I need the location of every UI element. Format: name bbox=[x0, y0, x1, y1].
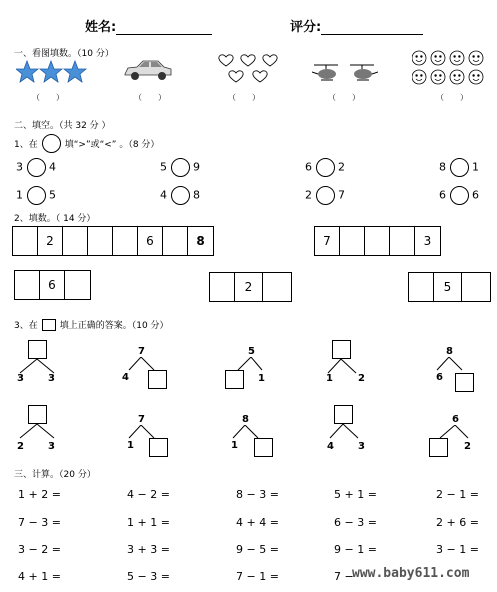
calc-item[interactable]: 5 + 1 = bbox=[334, 488, 377, 501]
smiley-icon-group bbox=[412, 50, 488, 88]
smiley-icon bbox=[412, 51, 426, 65]
smiley-icon bbox=[469, 51, 483, 65]
bond-right: 2 bbox=[358, 373, 365, 384]
bond-right-box[interactable] bbox=[149, 438, 168, 457]
sequence-cell[interactable] bbox=[113, 227, 138, 255]
smiley-icon bbox=[431, 51, 445, 65]
q2-title: 2、填数。（ 14 分） bbox=[14, 214, 96, 224]
sequence-cell[interactable]: 6 bbox=[40, 271, 65, 299]
bond-lines bbox=[14, 424, 62, 440]
heart-icon-group bbox=[216, 52, 284, 86]
q1-prefix: 1、在 bbox=[14, 140, 38, 150]
compare-item: 6 6 bbox=[439, 186, 479, 205]
sequence-cell[interactable]: 5 bbox=[434, 273, 462, 301]
compare-item: 1 5 bbox=[16, 186, 56, 205]
bond-left: 1 bbox=[231, 440, 238, 451]
bond-top-box[interactable] bbox=[28, 405, 47, 424]
heart-icon bbox=[229, 71, 243, 82]
calc-item[interactable]: 6 − 3 = bbox=[334, 516, 377, 529]
sequence-cell[interactable] bbox=[88, 227, 113, 255]
bond-right: 3 bbox=[358, 441, 365, 452]
answer-paren-car[interactable]: （ ） bbox=[134, 93, 166, 102]
bond-right: 2 bbox=[464, 441, 471, 452]
star-icon bbox=[40, 61, 62, 82]
heart-icon bbox=[263, 55, 277, 66]
calc-item[interactable]: 2 + 6 = bbox=[436, 516, 479, 529]
q1-suffix: 填“>”或“<” 。（8 分） bbox=[64, 140, 160, 150]
calc-item[interactable]: 8 − 3 = bbox=[236, 488, 279, 501]
bond-top: 6 bbox=[452, 414, 459, 425]
heart-icon bbox=[253, 71, 267, 82]
bond-top: 8 bbox=[242, 414, 249, 425]
compare-item: 6 2 bbox=[305, 158, 345, 177]
compare-circle[interactable] bbox=[27, 186, 46, 205]
sequence-cell[interactable] bbox=[63, 227, 88, 255]
sequence-cell[interactable] bbox=[365, 227, 390, 255]
answer-paren-helicopters[interactable]: （ ） bbox=[328, 93, 360, 102]
name-label: 姓名: bbox=[85, 20, 117, 35]
bond-lines bbox=[432, 357, 472, 373]
calc-item[interactable]: 9 − 5 = bbox=[236, 543, 279, 556]
helicopter-icon-group bbox=[312, 62, 378, 84]
calc-item[interactable]: 1 + 2 = bbox=[18, 488, 61, 501]
bond-left: 6 bbox=[436, 372, 443, 383]
sequence-cell[interactable]: 2 bbox=[235, 273, 263, 301]
sequence-cell[interactable] bbox=[340, 227, 365, 255]
compare-circle[interactable] bbox=[316, 186, 335, 205]
sequence-cell[interactable]: 6 bbox=[138, 227, 163, 255]
sequence-cell[interactable] bbox=[462, 273, 490, 301]
score-blank[interactable] bbox=[321, 23, 423, 35]
bond-left: 2 bbox=[17, 441, 24, 452]
section3-title: 三、计算。（20 分） bbox=[14, 470, 96, 480]
bond-top: 7 bbox=[138, 414, 145, 425]
sequence-cell[interactable] bbox=[210, 273, 235, 301]
sequence-row-1 bbox=[12, 226, 214, 256]
sequence-cell[interactable] bbox=[263, 273, 291, 301]
bond-top: 8 bbox=[446, 346, 453, 357]
compare-item: 5 9 bbox=[160, 158, 200, 177]
calc-item[interactable]: 9 − 1 = bbox=[334, 543, 377, 556]
bond-lines bbox=[322, 424, 370, 440]
smiley-icon bbox=[412, 70, 426, 84]
sequence-row-4 bbox=[209, 272, 292, 302]
q3-instruction bbox=[14, 318, 169, 331]
car-icon bbox=[122, 58, 174, 82]
bond-right: 1 bbox=[258, 373, 265, 384]
bond-left-box[interactable] bbox=[429, 438, 448, 457]
circle-symbol bbox=[42, 134, 61, 153]
smiley-icon bbox=[450, 70, 464, 84]
compare-circle[interactable] bbox=[171, 186, 190, 205]
bond-top-box[interactable] bbox=[28, 340, 47, 359]
bond-left: 4 bbox=[122, 372, 129, 383]
compare-item: 4 8 bbox=[160, 186, 200, 205]
calc-item[interactable]: 7 − 1 = bbox=[236, 570, 279, 583]
compare-item: 2 7 bbox=[305, 186, 345, 205]
calc-item[interactable]: 3 − 1 = bbox=[436, 543, 479, 556]
name-field bbox=[85, 16, 212, 35]
bond-left-box[interactable] bbox=[225, 370, 244, 389]
sequence-cell[interactable] bbox=[409, 273, 434, 301]
sequence-cell[interactable]: 3 bbox=[423, 234, 432, 248]
box-symbol bbox=[42, 319, 56, 331]
sequence-cell[interactable] bbox=[13, 227, 38, 255]
bond-top: 7 bbox=[138, 346, 145, 357]
bond-left: 3 bbox=[17, 373, 24, 384]
sequence-row-2 bbox=[314, 226, 441, 256]
smiley-icon bbox=[450, 51, 464, 65]
calc-item[interactable]: 5 − 3 = bbox=[127, 570, 170, 583]
q3-suffix: 填上正确的答案。（10 分） bbox=[59, 321, 169, 331]
sequence-row-5 bbox=[408, 272, 491, 302]
helicopter-icon bbox=[350, 65, 378, 80]
sequence-cell[interactable]: 8 bbox=[196, 234, 205, 248]
answer-paren-smileys[interactable]: （ ） bbox=[436, 93, 468, 102]
star-icon bbox=[64, 61, 86, 82]
sequence-cell[interactable] bbox=[163, 227, 188, 255]
answer-paren-stars[interactable]: （ ） bbox=[32, 93, 64, 102]
bond-right: 3 bbox=[48, 441, 55, 452]
bond-top-box[interactable] bbox=[332, 340, 351, 359]
score-label: 评分: bbox=[290, 20, 322, 35]
compare-circle[interactable] bbox=[450, 186, 469, 205]
smiley-icon bbox=[469, 70, 483, 84]
calc-item[interactable]: 4 − 2 = bbox=[127, 488, 170, 501]
name-blank[interactable] bbox=[116, 23, 212, 35]
bond-left: 1 bbox=[127, 440, 134, 451]
sequence-cell[interactable] bbox=[390, 227, 415, 255]
section1-title: 一、看图填数。（10 分） bbox=[14, 49, 114, 59]
calc-item[interactable]: 7 − bbox=[334, 570, 354, 583]
sequence-cell[interactable]: 2 bbox=[38, 227, 63, 255]
heart-icon bbox=[241, 55, 255, 66]
sequence-cell[interactable] bbox=[65, 271, 90, 299]
calc-item[interactable]: 3 + 3 = bbox=[127, 543, 170, 556]
compare-circle[interactable] bbox=[27, 158, 46, 177]
bond-left: 1 bbox=[326, 373, 333, 384]
bond-top-box[interactable] bbox=[334, 405, 353, 424]
calc-item[interactable]: 4 + 4 = bbox=[236, 516, 279, 529]
watermark-text: www.baby611.com bbox=[352, 566, 470, 581]
sequence-row-3 bbox=[14, 270, 91, 300]
bond-right-box[interactable] bbox=[455, 373, 474, 392]
compare-circle[interactable] bbox=[171, 158, 190, 177]
sequence-cell[interactable] bbox=[15, 271, 40, 299]
helicopter-icon bbox=[312, 65, 338, 80]
compare-item: 8 1 bbox=[439, 158, 479, 177]
bond-left: 4 bbox=[327, 441, 334, 452]
compare-circle[interactable] bbox=[450, 158, 469, 177]
compare-circle[interactable] bbox=[316, 158, 335, 177]
bond-right: 3 bbox=[48, 373, 55, 384]
calc-item[interactable]: 3 − 2 = bbox=[18, 543, 61, 556]
calc-item[interactable]: 7 − 3 = bbox=[18, 516, 61, 529]
q3-prefix: 3、在 bbox=[14, 321, 38, 331]
answer-paren-hearts[interactable]: （ ） bbox=[228, 93, 260, 102]
star-icon-group bbox=[16, 60, 88, 86]
calc-item[interactable]: 2 − 1 = bbox=[436, 488, 479, 501]
calc-item[interactable]: 1 + 1 = bbox=[127, 516, 170, 529]
section2-title: 二、填空。（共 32 分 ） bbox=[14, 121, 111, 131]
star-icon bbox=[16, 61, 38, 82]
q1-instruction bbox=[14, 134, 159, 153]
sequence-cell[interactable]: 7 bbox=[315, 227, 340, 255]
bond-right-box[interactable] bbox=[254, 438, 273, 457]
heart-icon bbox=[219, 55, 233, 66]
smiley-icon bbox=[431, 70, 445, 84]
bond-top: 5 bbox=[248, 346, 255, 357]
calc-item[interactable]: 4 + 1 = bbox=[18, 570, 61, 583]
bond-right-box[interactable] bbox=[148, 370, 167, 389]
compare-item: 3 4 bbox=[16, 158, 56, 177]
score-field bbox=[290, 16, 423, 35]
